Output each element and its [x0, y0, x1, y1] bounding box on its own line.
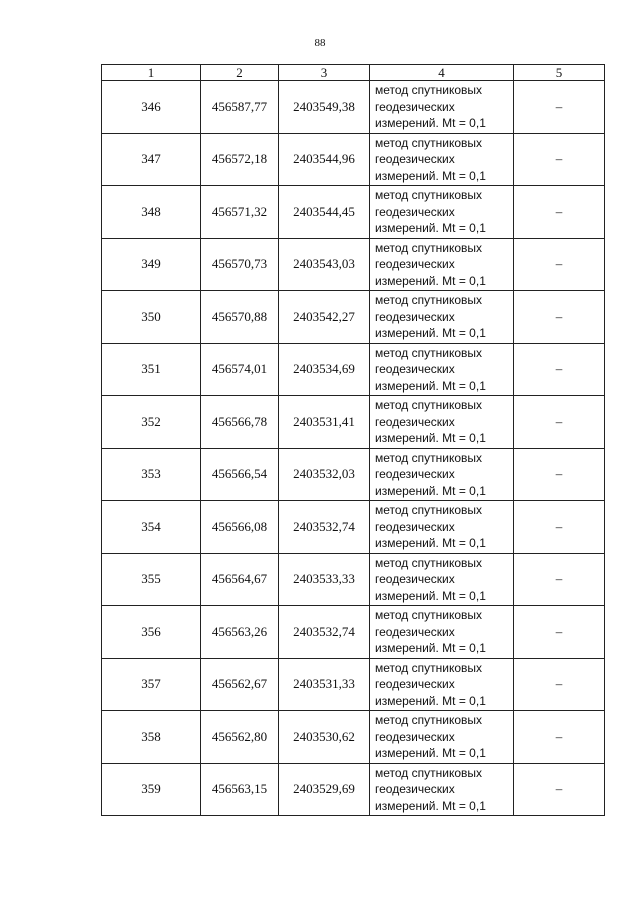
x-coordinate-cell: 456562,67 [201, 658, 279, 711]
method-line: геодезических [375, 362, 455, 376]
note-cell: – [514, 343, 605, 396]
y-coordinate-cell: 2403542,27 [279, 291, 370, 344]
method-line: геодезических [375, 99, 455, 114]
method-line: геодезических [375, 309, 455, 324]
table-row [102, 396, 605, 449]
header-cell-3: 3 [279, 65, 370, 81]
method-line: измерений. Mt = 0,1 [375, 168, 486, 183]
method-line: геодезических [375, 204, 455, 219]
method-line: измерений. Mt = 0,1 [375, 641, 486, 655]
table-row [102, 81, 605, 134]
method-line: метод спутниковых [375, 398, 483, 412]
point-number-cell: 346 [102, 81, 201, 134]
method-line: измерений. Mt = 0,1 [375, 273, 486, 288]
method-line: геодезических [375, 624, 455, 639]
method-line: измерений. Mt = 0,1 [375, 116, 486, 130]
x-coordinate-cell: 456570,73 [201, 238, 279, 291]
method-line: измерений. Mt = 0,1 [375, 798, 486, 813]
x-coordinate-cell: 456563,26 [201, 606, 279, 659]
method-line: метод спутниковых [375, 345, 483, 360]
y-coordinate-cell: 2403544,45 [279, 186, 370, 239]
method-cell [370, 186, 514, 239]
note-cell: – [514, 448, 605, 501]
x-coordinate-cell: 456570,88 [201, 291, 279, 344]
note-cell: – [514, 553, 605, 606]
y-coordinate-cell: 2403531,41 [279, 396, 370, 449]
header-cell-4: 4 [370, 65, 514, 81]
y-coordinate-cell: 2403549,38 [279, 81, 370, 134]
method-cell [370, 448, 514, 501]
y-coordinate-cell: 2403532,03 [279, 448, 370, 501]
header-cell-5: 5 [514, 65, 605, 81]
method-line: измерений. Mt = 0,1 [375, 746, 486, 760]
point-number-cell: 349 [102, 238, 201, 291]
method-cell [370, 606, 514, 659]
method-line: геодезических [375, 729, 455, 744]
table-row [102, 553, 605, 606]
x-coordinate-cell: 456566,78 [201, 396, 279, 449]
method-line: измерений. Mt = 0,1 [375, 326, 486, 340]
method-line: измерений. Mt = 0,1 [375, 693, 486, 708]
method-line: геодезических [375, 467, 455, 481]
method-cell [370, 658, 514, 711]
method-line: измерений. Mt = 0,1 [375, 221, 486, 235]
method-cell [370, 501, 514, 554]
note-cell: – [514, 238, 605, 291]
point-number-cell: 358 [102, 711, 201, 764]
note-cell: – [514, 606, 605, 659]
point-number-cell: 350 [102, 291, 201, 344]
note-cell: – [514, 396, 605, 449]
note-cell: – [514, 763, 605, 816]
y-coordinate-cell: 2403530,62 [279, 711, 370, 764]
method-cell [370, 238, 514, 291]
header-cell-1: 1 [102, 65, 201, 81]
method-line: метод спутниковых [375, 608, 483, 622]
note-cell: – [514, 711, 605, 764]
method-cell [370, 396, 514, 449]
method-cell [370, 711, 514, 764]
method-line: метод спутниковых [375, 293, 483, 307]
table-row [102, 291, 605, 344]
note-cell: – [514, 291, 605, 344]
method-line: метод спутниковых [375, 188, 483, 202]
header-cell-2: 2 [201, 65, 279, 81]
x-coordinate-cell: 456572,18 [201, 133, 279, 186]
point-number-cell: 359 [102, 763, 201, 816]
method-line: метод спутниковых [375, 713, 483, 727]
note-cell: – [514, 186, 605, 239]
method-cell [370, 343, 514, 396]
table-row [102, 448, 605, 501]
coordinates-table [101, 64, 605, 816]
x-coordinate-cell: 456566,08 [201, 501, 279, 554]
method-line: метод спутниковых [375, 83, 483, 97]
y-coordinate-cell: 2403531,33 [279, 658, 370, 711]
x-coordinate-cell: 456564,67 [201, 553, 279, 606]
y-coordinate-cell: 2403529,69 [279, 763, 370, 816]
method-cell [370, 81, 514, 134]
method-line: метод спутниковых [375, 503, 483, 517]
method-line: измерений. Mt = 0,1 [375, 536, 486, 550]
table-row [102, 238, 605, 291]
method-line: геодезических [375, 519, 455, 534]
x-coordinate-cell: 456563,15 [201, 763, 279, 816]
x-coordinate-cell: 456562,80 [201, 711, 279, 764]
method-line: метод спутниковых [375, 765, 483, 780]
point-number-cell: 352 [102, 396, 201, 449]
method-line: геодезических [375, 257, 455, 271]
x-coordinate-cell: 456587,77 [201, 81, 279, 134]
method-cell [370, 291, 514, 344]
method-line: геодезических [375, 677, 455, 691]
method-line: метод спутниковых [375, 660, 483, 675]
method-line: геодезических [375, 414, 455, 429]
method-line: метод спутниковых [375, 555, 483, 570]
table-row [102, 501, 605, 554]
point-number-cell: 355 [102, 553, 201, 606]
method-line: геодезических [375, 782, 455, 796]
point-number-cell: 347 [102, 133, 201, 186]
table-row [102, 711, 605, 764]
table-row [102, 606, 605, 659]
x-coordinate-cell: 456571,32 [201, 186, 279, 239]
table-row [102, 186, 605, 239]
table-row [102, 763, 605, 816]
point-number-cell: 348 [102, 186, 201, 239]
method-line: измерений. Mt = 0,1 [375, 431, 486, 445]
y-coordinate-cell: 2403534,69 [279, 343, 370, 396]
table-row [102, 658, 605, 711]
y-coordinate-cell: 2403533,33 [279, 553, 370, 606]
table-row [102, 133, 605, 186]
y-coordinate-cell: 2403532,74 [279, 606, 370, 659]
note-cell: – [514, 658, 605, 711]
point-number-cell: 356 [102, 606, 201, 659]
point-number-cell: 351 [102, 343, 201, 396]
point-number-cell: 354 [102, 501, 201, 554]
method-cell [370, 553, 514, 606]
page-number: 88 [314, 37, 326, 49]
method-line: геодезических [375, 152, 455, 166]
method-line: геодезических [375, 572, 455, 586]
table-body [102, 81, 605, 816]
method-line: измерений. Mt = 0,1 [375, 588, 486, 603]
y-coordinate-cell: 2403532,74 [279, 501, 370, 554]
x-coordinate-cell: 456574,01 [201, 343, 279, 396]
method-line: измерений. Mt = 0,1 [375, 378, 486, 393]
point-number-cell: 357 [102, 658, 201, 711]
method-cell [370, 763, 514, 816]
y-coordinate-cell: 2403544,96 [279, 133, 370, 186]
x-coordinate-cell: 456566,54 [201, 448, 279, 501]
method-line: метод спутниковых [375, 450, 483, 465]
table-row [102, 343, 605, 396]
note-cell: – [514, 501, 605, 554]
method-line: метод спутниковых [375, 240, 483, 255]
point-number-cell: 353 [102, 448, 201, 501]
y-coordinate-cell: 2403543,03 [279, 238, 370, 291]
note-cell: – [514, 81, 605, 134]
method-cell [370, 133, 514, 186]
method-line: метод спутниковых [375, 135, 483, 150]
note-cell: – [514, 133, 605, 186]
header-row [102, 65, 605, 81]
method-line: измерений. Mt = 0,1 [375, 483, 486, 498]
